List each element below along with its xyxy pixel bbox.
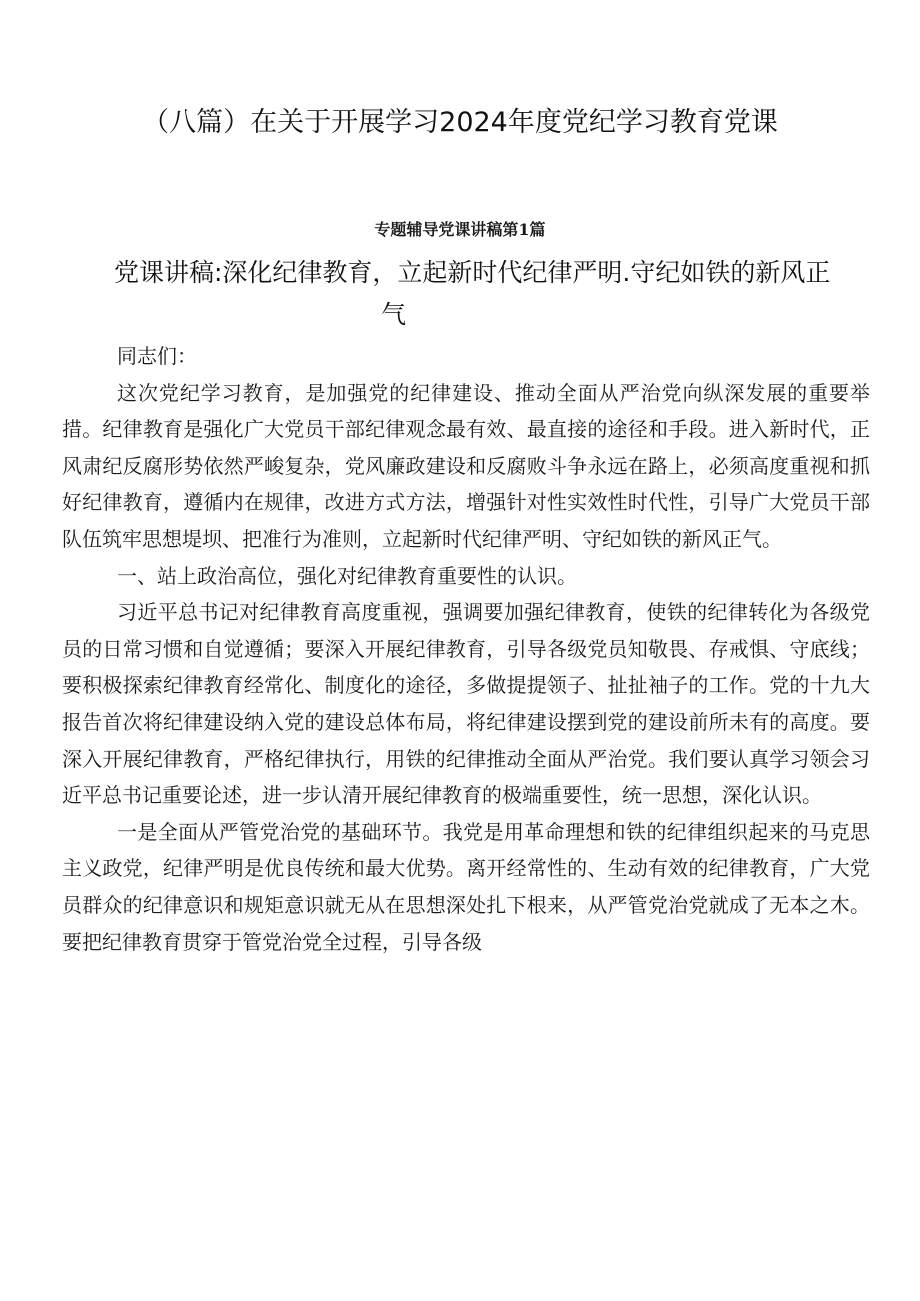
article-title xyxy=(114,252,874,336)
document-subtitle: 专题辅导党课讲稿第1篇 xyxy=(374,220,546,239)
section-heading: 一、站上政治高位，强化对纪律教育重要性的认识。 xyxy=(117,563,577,588)
paragraph: 习近平总书记对纪律教育高度重视，强调要加强纪律教育，使铁的纪律转化为各级党员的日常习惯和自觉遵循；要深入开展纪律教育，引导各级党员知敬畏、存戒惧、守底线；要积极探索纪律教育经常化、制度化的途径，多做提提领子、扯扯袖子的工作。党的十九大报告首次将纪律建设纳入党的建设总体布局，将纪律建设摆到党的建设前所未有的高度。要深入开展纪律教育，严格纪律执行，用铁的纪律推动全面从严治党。我们要认真学习领会习近平总书记重要论述，进一步认清开展纪律教育的极端重要性，统一思想，深化认识。 xyxy=(62,600,870,808)
article-body xyxy=(62,338,870,960)
document-main-title: （八篇）在关于开展学习2024年度党纪学习教育党课 xyxy=(142,107,778,138)
paragraph: 这次党纪学习教育，是加强党的纪律建设、推动全面从严治党向纵深发展的重要举措。纪律教育是强化广大党员干部纪律观念最有效、最直接的途径和手段。进入新时代，正风肃纪反腐形势依然严峻复杂，党风廉政建设和反腐败斗争永远在路上，必须高度重视和抓好纪律教育，遵循内在规律，改进方式方法，增强针对性实效性时代性，引导广大党员干部队伍筑牢思想堤坝、把准行为准则，立起新时代纪律严明、守纪如铁的新风正气。 xyxy=(62,380,870,551)
paragraph-greeting: 同志们： xyxy=(117,344,197,368)
article-title-line-2: 气 xyxy=(381,300,407,329)
article-title-line-1: 党课讲稿:深化纪律教育，立起新时代纪律严明.守纪如铁的新风正 xyxy=(114,258,831,287)
paragraph: 一是全面从严管党治党的基础环节。我党是用革命理想和铁的纪律组织起来的马克思主义政党，纪律严明是优良传统和最大优势。离开经常性的、生动有效的纪律教育，广大党员群众的纪律意识和规矩意识就无从在思想深处扎下根来，从严管党治党就成了无本之木。要把纪律教育贯穿于管党治党全过程，引导各级 xyxy=(62,819,870,954)
